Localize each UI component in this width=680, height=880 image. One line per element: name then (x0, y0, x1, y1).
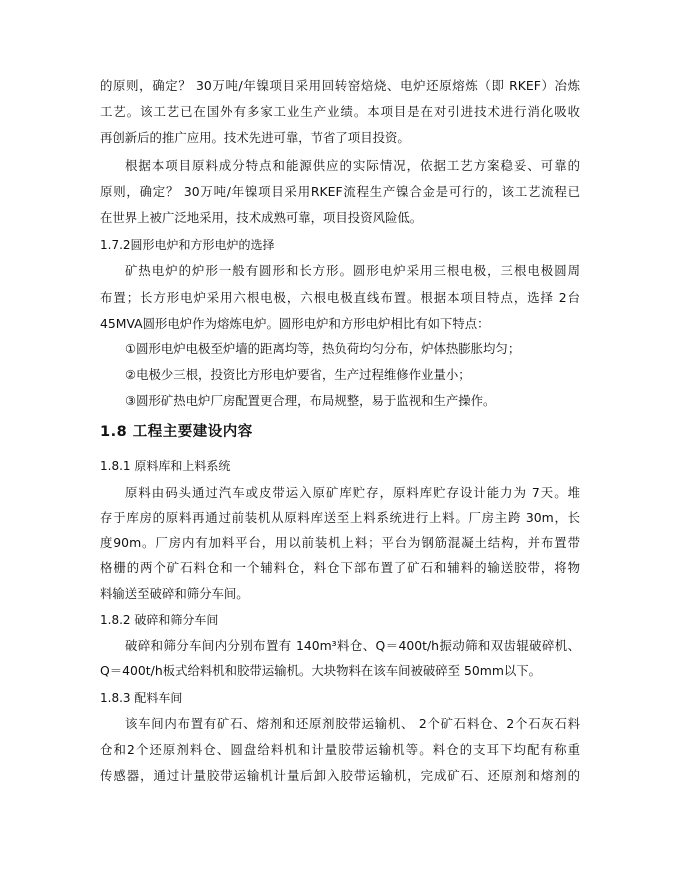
subsection-heading: 1.8.3 配料车间 (100, 691, 183, 705)
list-item: ①圆形电炉电极至炉墙的距离均等，热负荷均匀分布，炉体热膨胀均匀； (125, 341, 521, 356)
paragraph-line: 的原则，确定？ 30万吨/年镍项目采用回转窑焙烧、电炉还原熔炼（即 RKEF）冶炼 (100, 78, 580, 93)
paragraph-line: 矿热电炉的炉形一般有圆形和长方形。圆形电炉采用三根电极，三根电极圆周 (125, 263, 580, 278)
paragraph-line: 度90m。厂房内有加料平台，用以前装机上料；平台为钢筋混凝土结构，并布置带 (100, 535, 580, 550)
paragraph-line: Q＝400t/h板式给料机和胶带运输机。大块物料在该车间被破碎至 50mm以下。 (100, 663, 542, 678)
section-heading: 1.8 工程主要建设内容 (100, 424, 253, 440)
paragraph-line: 再创新后的推广应用。技术先进可靠，节省了项目投资。 (100, 130, 410, 145)
subsection-heading: 1.8.1 原料库和上料系统 (100, 459, 231, 473)
paragraph-line: 破碎和筛分车间内分别布置有 140m³料仓、Q＝400t/h振动筛和双齿辊破碎机、 (125, 638, 580, 653)
list-item: ③圆形矿热电炉厂房配置更合理，布局规整，易于监视和生产操作。 (125, 393, 496, 408)
subsection-heading: 1.7.2圆形电炉和方形电炉的选择 (100, 238, 275, 252)
paragraph-line: 工艺。该工艺已在国外有多家工业生产业绩。本项目是在对引进技术进行消化吸收 (100, 104, 580, 119)
subsection-heading: 1.8.2 破碎和筛分车间 (100, 613, 219, 627)
paragraph-line: 根据本项目原料成分特点和能源供应的实际情况，依据工艺方案稳妥、可靠的 (125, 158, 580, 173)
paragraph-line: 原则，确定？ 30万吨/年镍项目采用RKEF流程生产镍合金是可行的，该工艺流程已 (100, 184, 580, 199)
paragraph-line: 布置；长方形电炉采用六根电极，六根电极直线布置。根据本项目特点，选择 2台 (100, 290, 580, 305)
paragraph-line: 原料由码头通过汽车或皮带运入原矿库贮存，原料库贮存设计能力为 7天。堆 (125, 485, 580, 500)
paragraph-line: 传感器，通过计量胶带运输机计量后卸入胶带运输机，完成矿石、还原剂和熔剂的 (100, 768, 580, 783)
list-item: ②电极少三根，投资比方形电炉要省，生产过程维修作业量小； (125, 367, 471, 382)
paragraph-line: 该车间内布置有矿石、熔剂和还原剂胶带运输机、 2个矿石料仓、2个石灰石料 (125, 716, 580, 731)
paragraph-line: 料输送至破碎和筛分车间。 (100, 586, 249, 601)
paragraph-line: 仓和2个还原剂料仓、圆盘给料机和计量胶带运输机等。料仓的支耳下均配有称重 (100, 742, 580, 757)
paragraph-line: 存于库房的原料再通过前装机从原料库送至上料系统进行上料。厂房主跨 30m，长 (100, 510, 580, 525)
paragraph-line: 格栅的两个矿石料仓和一个辅料仓，料仓下部布置了矿石和辅料的输送胶带，将物 (100, 560, 580, 575)
paragraph-line: 45MVA圆形电炉作为熔炼电炉。圆形电炉和方形电炉相比有如下特点： (100, 316, 490, 331)
paragraph-line: 在世界上被广泛地采用，技术成熟可靠，项目投资风险低。 (100, 210, 423, 225)
